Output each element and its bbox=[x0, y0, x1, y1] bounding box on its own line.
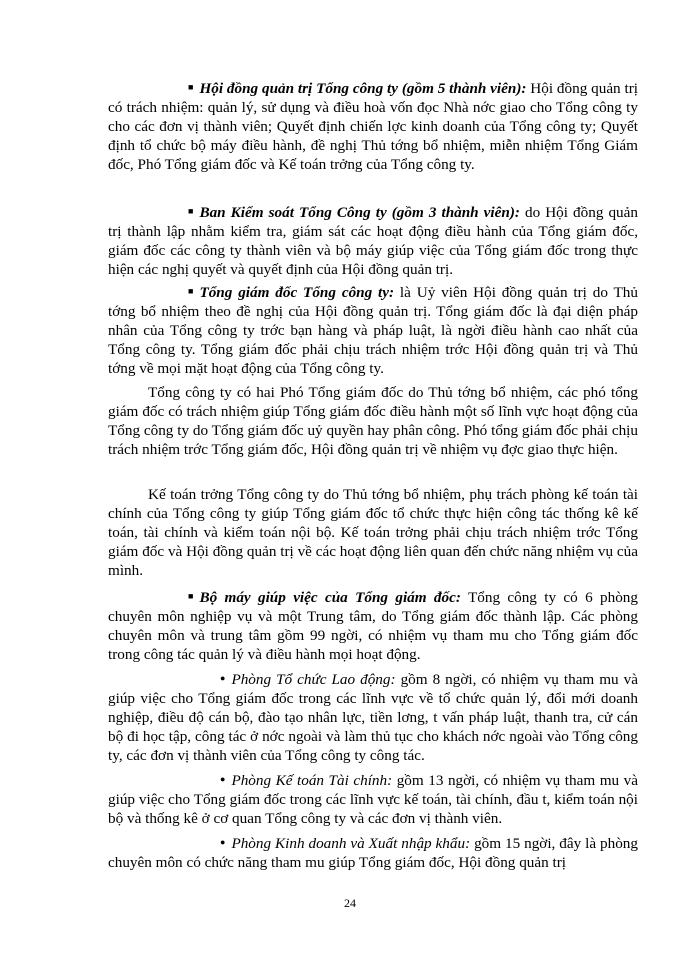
body-supervisory-board: do Hội đồng quản trị thành lập nhằm kiểm tra, giám sát các hoạt động điều hành của Tổng giám đốc, giám đốc các công ty thành viên và bộ máy giúp việc của Tổng giám đốc trong thực hiện các nghị quyết và quyết định của Hội đồng quản trị. bbox=[108, 204, 638, 278]
body-chief-accountant: Kế toán trởng Tổng công ty do Thủ tớng bổ nhiệm, phụ trách phòng kế toán tài chính của Tổng công ty giúp Tổng giám đốc tổ chức thực hiện công tác thống kê kế toán, tài chính và kiểm toán nội bộ. Kế toán trởng phải chịu trách nhiệm trớc Tổng giám đốc và Hội đồng quản trị về các hoạt động liên quan đến chức năng nhiệm vụ của mình. bbox=[108, 486, 638, 579]
body-business-department: gồm 15 ngời, đây là phòng chuyên môn có chức năng tham mu giúp Tổng giám đốc, Hội đồng quản trị bbox=[108, 835, 638, 871]
square-bullet-icon: ■ bbox=[188, 206, 194, 216]
heading-finance-department: Phòng Kế toán Tài chính: bbox=[231, 772, 393, 789]
body-support-apparatus: Tổng công ty có 6 phòng chuyên môn nghiệp vụ và một Trung tâm, do Tổng giám đốc thành lập. Các phòng chuyên môn và trung tâm gồm 99 ngời, có nhiệm vụ tham mu cho Tổng giám đốc trong công tác quản lý và điều hành mọi hoạt động. bbox=[108, 589, 638, 663]
page-number: 24 bbox=[344, 896, 356, 910]
square-bullet-icon: ■ bbox=[188, 82, 194, 92]
heading-business-department: Phòng Kinh doanh và Xuất nhập khẩu: bbox=[231, 835, 471, 852]
paragraph-support-apparatus bbox=[108, 587, 638, 664]
paragraph-finance-department bbox=[108, 770, 638, 828]
square-bullet-icon: ■ bbox=[188, 591, 194, 601]
square-bullet-icon: ■ bbox=[188, 286, 194, 296]
paragraph-general-director bbox=[108, 282, 638, 378]
body-finance-department: gồm 13 ngời, có nhiệm vụ tham mu và giúp việc cho Tổng giám đốc trong các lĩnh vực kế toán, tài chính, đầu t, kiểm toán nội bộ và thống kê ở cơ quan Tổng công ty và các đơn vị thành viên. bbox=[108, 772, 638, 827]
body-hr-department: gồm 8 ngời, có nhiệm vụ tham mu và giúp việc cho Tổng giám đốc trong các lĩnh vực về tổ chức quản lý, đổi mới doanh nghiệp, điều độ cán bộ, đào tạo nhân lực, tiền lơng, t vấn pháp luật, thanh tra, cử cán bộ đi học tập, công tác ở nớc ngoài và làm thủ tục cho khách nớc ngoài vào Tổng công ty, các đơn vị thành viên của Tổng công ty công tác. bbox=[108, 671, 638, 764]
paragraph-deputy-directors bbox=[108, 383, 638, 459]
body-general-director: là Uỷ viên Hội đồng quản trị do Thủ tớng bổ nhiệm theo đề nghị của Hội đồng quản trị. Tổng giám đốc là đại diện pháp nhân của Tổng công ty trớc bạn hàng và pháp luật, là ngời điều hành cao nhất của Tổng công ty. Tổng giám đốc phải chịu trách nhiệm trớc Hội đồng quản trị và Thủ tớng về mọi mặt hoạt động của Tổng công ty. bbox=[108, 284, 638, 377]
body-board-of-directors: Hội đồng quản trị có trách nhiệm: quản lý, sử dụng và điều hoà vốn đọc Nhà nớc giao cho Tổng công ty cho các đơn vị thành viên; Quyết định chiến lợc kinh doanh của Tổng công ty; Quyết định tổ chức bộ máy điều hành, đề nghị Thủ tớng bổ nhiệm, miễn nhiệm Tổng Giám đốc, Phó Tổng giám đốc và Kế toán trởng của Tổng công ty. bbox=[108, 80, 638, 173]
heading-board-of-directors: Hội đồng quản trị Tổng công ty (gồm 5 thành viên): bbox=[199, 80, 527, 97]
round-bullet-icon: ● bbox=[220, 774, 226, 784]
body-deputy-directors: Tổng công ty có hai Phó Tổng giám đốc do Thủ tớng bổ nhiệm, các phó tổng giám đốc có trách nhiệm giúp Tổng giám đốc điều hành một số lĩnh vực hoạt động của Tổng công ty do Tổng giám đốc uỷ quyền hay phân công. Phó tổng giám đốc phải chịu trách nhiệm trớc Tổng giám đốc, Hội đồng quản trị về nhiệm vụ đợc giao thực hiện. bbox=[108, 384, 638, 458]
heading-hr-department: Phòng Tổ chức Lao động: bbox=[231, 671, 396, 688]
round-bullet-icon: ● bbox=[220, 673, 226, 683]
heading-support-apparatus: Bộ máy giúp việc của Tổng giám đốc: bbox=[199, 589, 461, 606]
paragraph-hr-department bbox=[108, 669, 638, 765]
paragraph-chief-accountant bbox=[108, 485, 638, 580]
paragraph-business-department bbox=[108, 833, 638, 872]
paragraph-board-of-directors bbox=[108, 78, 638, 174]
heading-supervisory-board: Ban Kiểm soát Tổng Công ty (gồm 3 thành viên): bbox=[199, 204, 520, 221]
paragraph-supervisory-board bbox=[108, 202, 638, 279]
round-bullet-icon: ● bbox=[220, 837, 226, 847]
heading-general-director: Tổng giám đốc Tổng công ty: bbox=[199, 284, 395, 301]
